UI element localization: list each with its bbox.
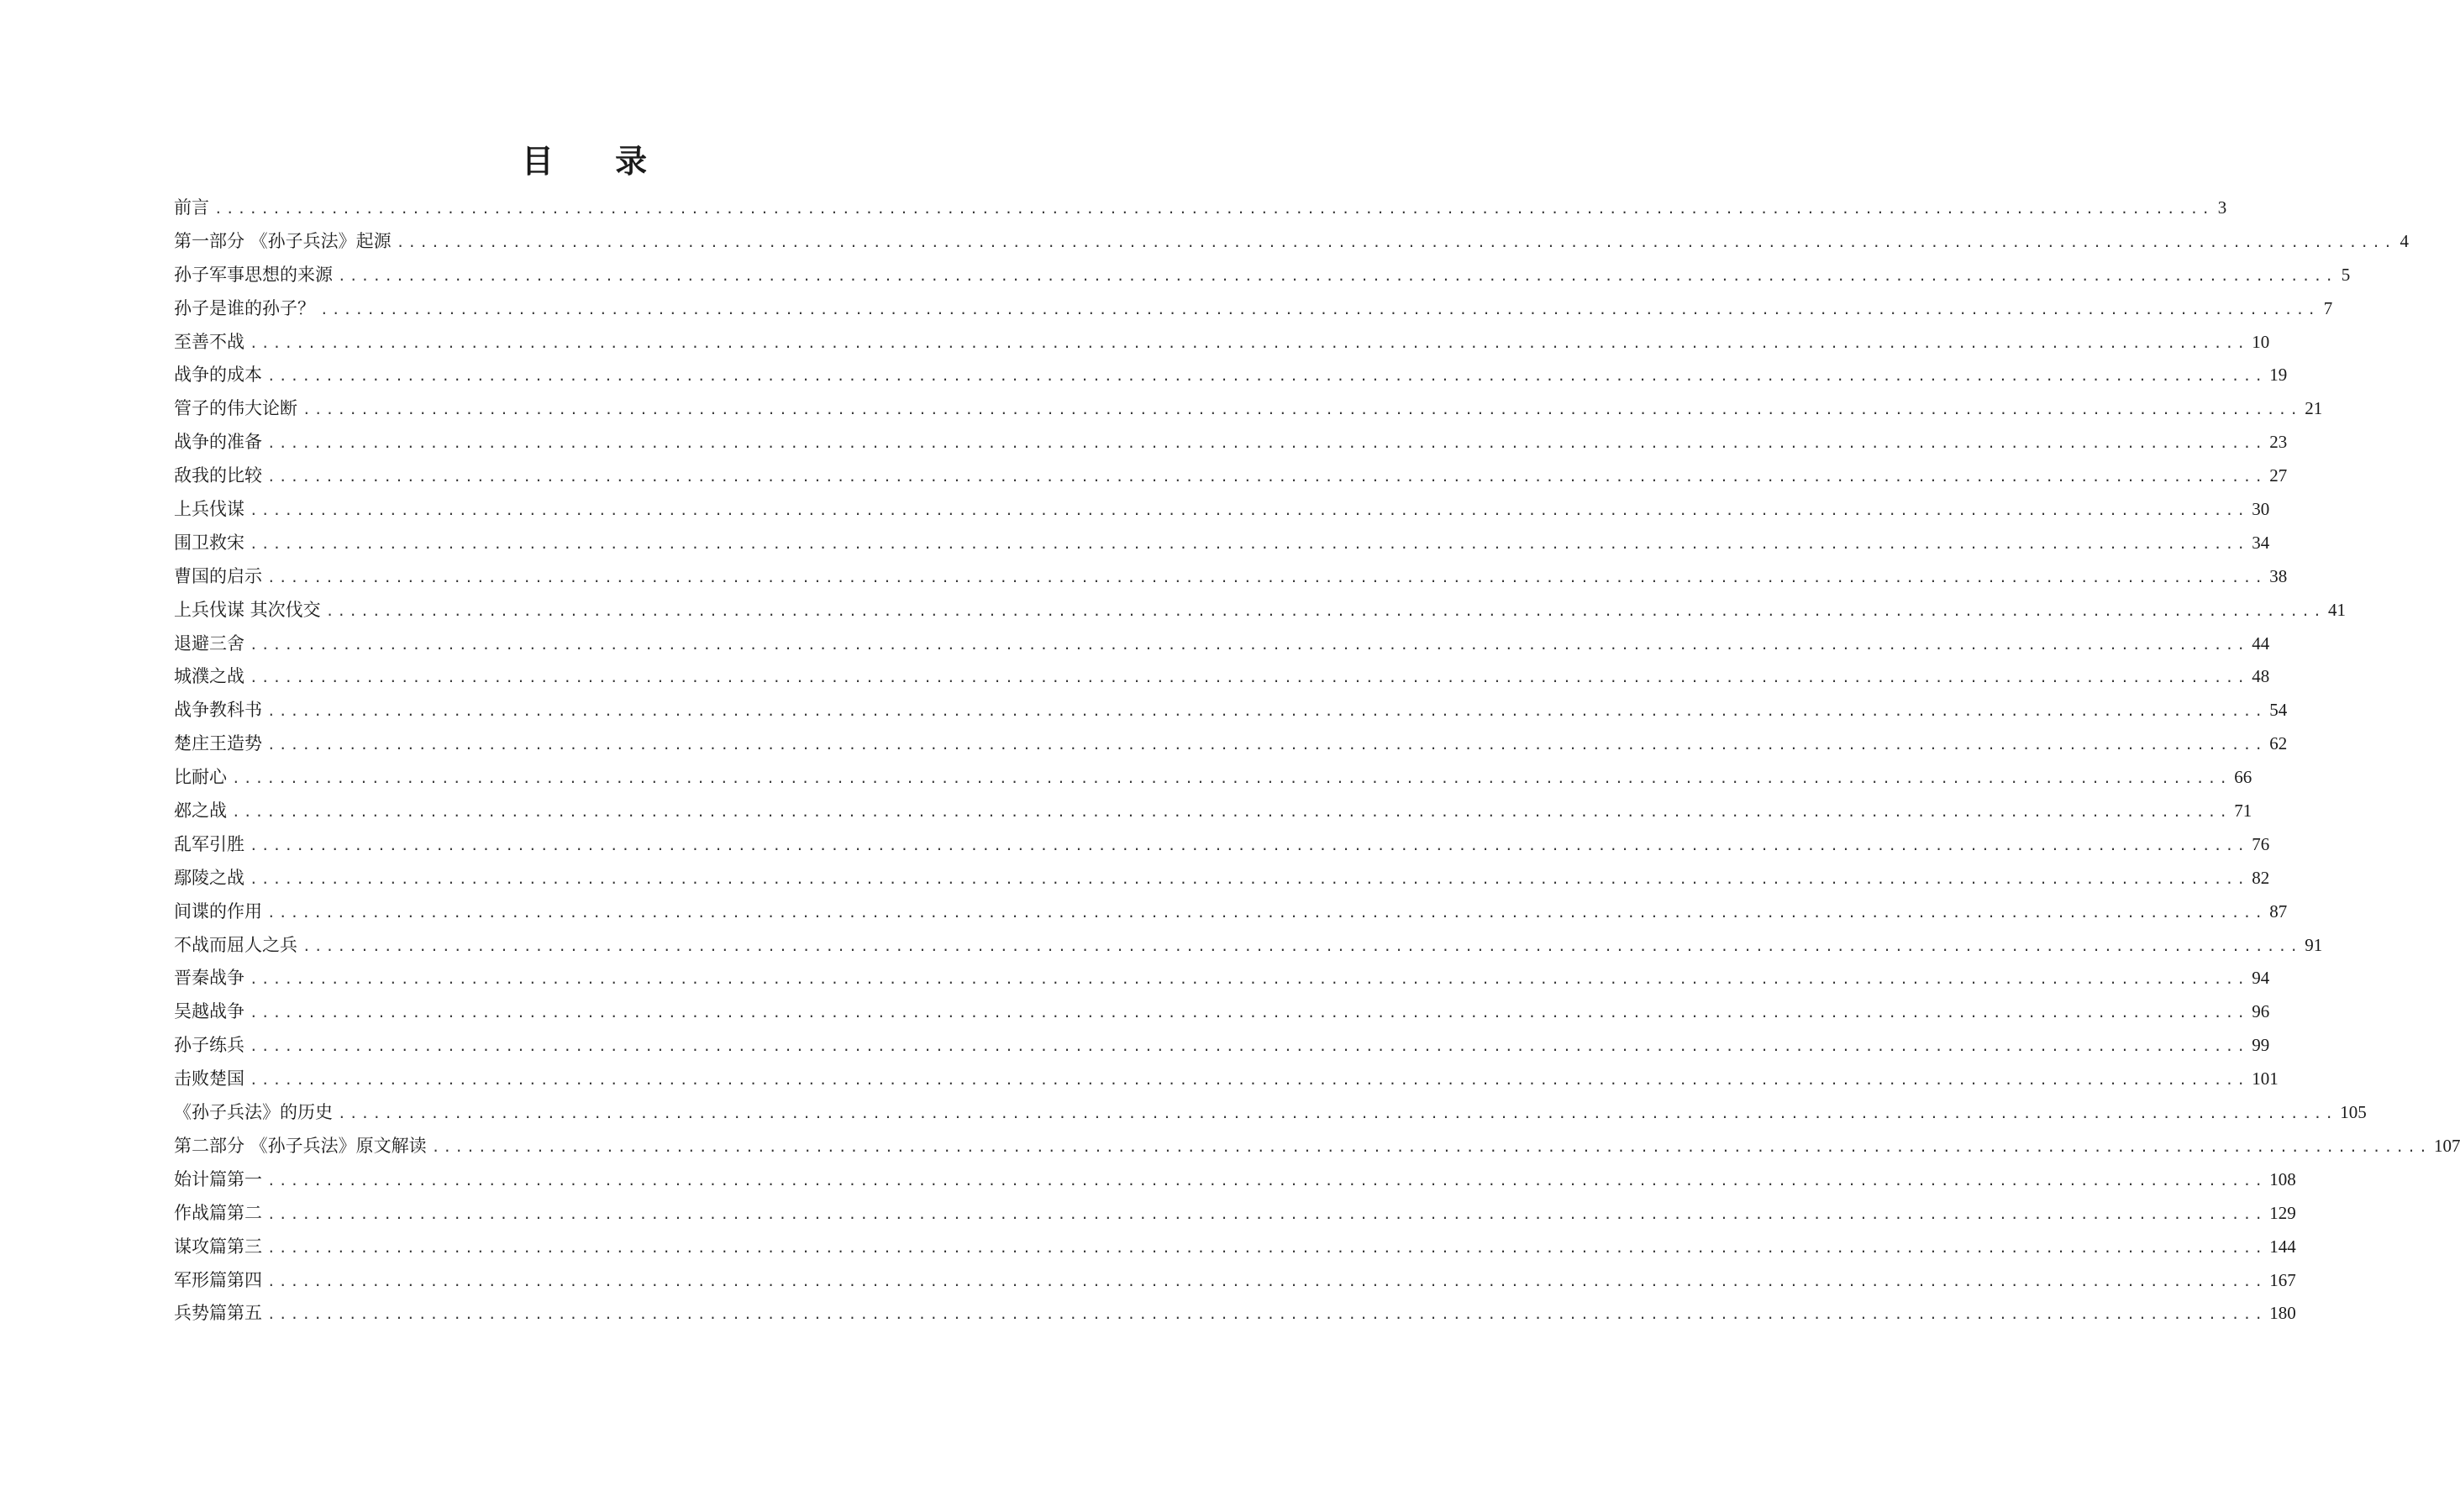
toc-dot-leader: ............................................................................................................................................................................ <box>250 334 2249 351</box>
toc-entry-page-number: 27 <box>2269 465 2288 486</box>
toc-dot-leader: ............................................................................................................................................................................ <box>267 368 2267 385</box>
toc-entry-label: 乱军引胜 <box>174 833 244 854</box>
toc-entry-label: 上兵伐谋 <box>174 499 244 520</box>
toc-entry[interactable] <box>174 1300 2296 1334</box>
toc-entry-page-number: 71 <box>2234 801 2252 822</box>
toc-dot-leader: ............................................................................................................................................................................ <box>214 201 2214 217</box>
toc-entry-page-number: 4 <box>2400 230 2409 251</box>
toc-entry-page-number: 10 <box>2252 331 2270 352</box>
toc-entry[interactable] <box>174 396 2323 429</box>
toc-entry[interactable] <box>174 731 2288 764</box>
toc-dot-leader: ............................................................................................................................................................................ <box>325 602 2325 619</box>
toc-entry-page-number: 62 <box>2269 733 2288 754</box>
toc-dot-leader: ............................................................................................................................................................................ <box>250 535 2249 552</box>
toc-entry[interactable] <box>174 899 2288 932</box>
toc-dot-leader: ............................................................................................................................................................................ <box>267 1205 2267 1222</box>
toc-entry[interactable] <box>174 463 2288 496</box>
toc-entry-label: 至善不战 <box>174 331 244 352</box>
toc-dot-leader: ............................................................................................................................................................................ <box>250 1005 2249 1021</box>
toc-entry-label: 鄢陵之战 <box>174 867 244 888</box>
toc-entry-label: 击败楚国 <box>174 1068 244 1089</box>
toc-entry[interactable] <box>174 1234 2296 1268</box>
toc-entry-page-number: 66 <box>2234 767 2252 788</box>
toc-entry-label: 孙子练兵 <box>174 1035 244 1056</box>
toc-entry[interactable] <box>174 195 2227 228</box>
toc-dot-leader: ............................................................................................................................................................................ <box>250 636 2249 653</box>
toc-entry-page-number: 105 <box>2340 1102 2367 1123</box>
toc-entry-label: 曹国的启示 <box>174 565 262 586</box>
toc-entry-label: 军形篇第四 <box>174 1269 262 1290</box>
toc-entry-page-number: 34 <box>2252 532 2270 553</box>
toc-entry-label: 始计篇第一 <box>174 1168 262 1189</box>
toc-entry-page-number: 54 <box>2269 700 2288 721</box>
toc-entry-page-number: 82 <box>2252 867 2270 888</box>
toc-entry[interactable] <box>174 530 2270 564</box>
toc-entry-label: 吴越战争 <box>174 1001 244 1022</box>
toc-entry-label: 围卫救宋 <box>174 532 244 553</box>
toc-entry-label: 管子的伟大论断 <box>174 398 297 419</box>
toc-dot-leader: ............................................................................................................................................................................ <box>250 837 2249 853</box>
toc-entry-label: 孙子是谁的孙子？ <box>174 297 315 318</box>
toc-entry-page-number: 41 <box>2327 599 2346 620</box>
toc-entry-page-number: 94 <box>2252 968 2270 989</box>
toc-entry-label: 城濮之战 <box>174 666 244 687</box>
toc-entry[interactable] <box>174 1100 2367 1133</box>
toc-entry-label: 晋秦战争 <box>174 968 244 989</box>
toc-dot-leader: ............................................................................................................................................................................ <box>320 301 2320 318</box>
toc-entry-page-number: 3 <box>2217 197 2227 218</box>
toc-entry-label: 谋攻篇第三 <box>174 1236 262 1257</box>
toc-dot-leader: ............................................................................................................................................................................ <box>250 870 2249 887</box>
toc-entry-page-number: 5 <box>2341 264 2351 285</box>
toc-entry-page-number: 167 <box>2269 1269 2296 1290</box>
toc-entry-page-number: 44 <box>2252 633 2270 654</box>
toc-entry-label: 前言 <box>174 197 209 218</box>
toc-dot-leader: ............................................................................................................................................................................ <box>267 904 2267 921</box>
toc-entry[interactable] <box>174 764 2252 798</box>
toc-entry[interactable] <box>174 932 2323 966</box>
toc-dot-leader: ............................................................................................................................................................................ <box>250 502 2249 519</box>
toc-entry[interactable] <box>174 865 2270 899</box>
toc-entry[interactable] <box>174 697 2288 731</box>
toc-dot-leader: ............................................................................................................................................................................ <box>267 435 2267 452</box>
toc-dot-leader: ............................................................................................................................................................................ <box>250 1072 2249 1089</box>
toc-entry-page-number: 48 <box>2252 666 2270 687</box>
toc-dot-leader: ............................................................................................................................................................................ <box>250 669 2249 686</box>
toc-entry[interactable] <box>174 798 2252 832</box>
toc-dot-leader: ............................................................................................................................................................................ <box>267 737 2267 753</box>
toc-entry-page-number: 19 <box>2269 365 2288 386</box>
toc-entry[interactable] <box>174 429 2288 463</box>
toc-entry-label: 敌我的比较 <box>174 465 262 486</box>
toc-dot-leader: ............................................................................................................................................................................ <box>431 1138 2431 1155</box>
toc-entry-label: 《孙子兵法》的历史 <box>174 1102 333 1123</box>
toc-dot-leader: ............................................................................................................................................................................ <box>250 971 2249 988</box>
toc-entry-page-number: 144 <box>2269 1236 2296 1257</box>
toc-entry-page-number: 21 <box>2305 398 2323 419</box>
toc-dot-leader: ............................................................................................................................................................................ <box>250 1038 2249 1055</box>
toc-dot-leader: ............................................................................................................................................................................ <box>338 1105 2337 1122</box>
toc-entry-label: 上兵伐谋 其次伐交 <box>174 599 321 620</box>
toc-entry[interactable] <box>174 664 2270 697</box>
toc-dot-leader: ............................................................................................................................................................................ <box>302 402 2302 418</box>
toc-entry[interactable] <box>174 496 2270 530</box>
toc-entry-label: 孙子军事思想的来源 <box>174 264 333 285</box>
toc-entry[interactable] <box>174 262 2351 296</box>
toc-dot-leader: ............................................................................................................................................................................ <box>267 703 2267 720</box>
toc-dot-leader: ............................................................................................................................................................................ <box>302 937 2302 954</box>
toc-entry-label: 不战而屈人之兵 <box>174 934 297 955</box>
table-of-contents <box>174 195 2460 1334</box>
toc-entry-page-number: 23 <box>2269 432 2288 453</box>
toc-entry-page-number: 38 <box>2269 565 2288 586</box>
toc-dot-leader: ............................................................................................................................................................................ <box>232 804 2231 821</box>
toc-dot-leader: ............................................................................................................................................................................ <box>267 569 2267 585</box>
toc-entry-page-number: 7 <box>2323 297 2333 318</box>
toc-dot-leader: ............................................................................................................................................................................ <box>267 469 2267 486</box>
toc-entry-label: 退避三舍 <box>174 633 244 654</box>
toc-entry-label: 兵势篇第五 <box>174 1303 262 1324</box>
toc-entry[interactable] <box>174 1032 2270 1066</box>
toc-dot-leader: ............................................................................................................................................................................ <box>267 1306 2267 1323</box>
toc-entry[interactable] <box>174 1200 2296 1234</box>
toc-entry[interactable] <box>174 1066 2279 1100</box>
toc-entry-page-number: 107 <box>2433 1135 2460 1156</box>
toc-entry-page-number: 30 <box>2252 499 2270 520</box>
toc-entry-label: 第一部分 《孙子兵法》起源 <box>174 230 392 251</box>
toc-entry[interactable] <box>174 362 2288 396</box>
toc-dot-leader: ............................................................................................................................................................................ <box>267 1239 2267 1256</box>
toc-entry-page-number: 99 <box>2252 1035 2270 1056</box>
toc-entry-page-number: 180 <box>2269 1303 2296 1324</box>
toc-entry-page-number: 87 <box>2269 900 2288 921</box>
page-title: 目 录 <box>521 142 673 180</box>
toc-entry-label: 第二部分 《孙子兵法》原文解读 <box>174 1135 427 1156</box>
toc-entry[interactable] <box>174 832 2270 865</box>
toc-entry[interactable] <box>174 564 2288 597</box>
toc-entry[interactable] <box>174 597 2346 631</box>
toc-entry-page-number: 96 <box>2252 1001 2270 1022</box>
toc-dot-leader: ............................................................................................................................................................................ <box>338 267 2337 284</box>
toc-entry-page-number: 108 <box>2269 1168 2296 1189</box>
toc-entry-label: 作战篇第二 <box>174 1202 262 1223</box>
toc-entry-page-number: 76 <box>2252 833 2270 854</box>
toc-entry-page-number: 101 <box>2252 1068 2279 1089</box>
toc-dot-leader: ............................................................................................................................................................................ <box>396 234 2395 250</box>
toc-entry[interactable] <box>174 329 2270 363</box>
toc-dot-leader: ............................................................................................................................................................................ <box>267 1273 2267 1289</box>
toc-entry[interactable] <box>174 1167 2296 1200</box>
toc-entry-label: 间谍的作用 <box>174 900 262 921</box>
toc-entry[interactable] <box>174 1268 2296 1301</box>
toc-entry-label: 邲之战 <box>174 801 227 822</box>
toc-entry-label: 比耐心 <box>174 767 227 788</box>
toc-dot-leader: ............................................................................................................................................................................ <box>267 1172 2267 1189</box>
toc-entry-label: 战争的准备 <box>174 432 262 453</box>
toc-entry[interactable] <box>174 965 2270 999</box>
toc-entry[interactable] <box>174 631 2270 664</box>
toc-entry-label: 战争教科书 <box>174 700 262 721</box>
toc-dot-leader: ............................................................................................................................................................................ <box>232 770 2231 787</box>
toc-entry[interactable] <box>174 1133 2460 1167</box>
toc-entry[interactable] <box>174 228 2409 262</box>
toc-entry[interactable] <box>174 999 2270 1032</box>
toc-entry-page-number: 129 <box>2269 1202 2296 1223</box>
toc-entry[interactable] <box>174 296 2333 329</box>
toc-entry-label: 楚庄王造势 <box>174 733 262 754</box>
toc-entry-label: 战争的成本 <box>174 365 262 386</box>
toc-entry-page-number: 91 <box>2305 934 2323 955</box>
